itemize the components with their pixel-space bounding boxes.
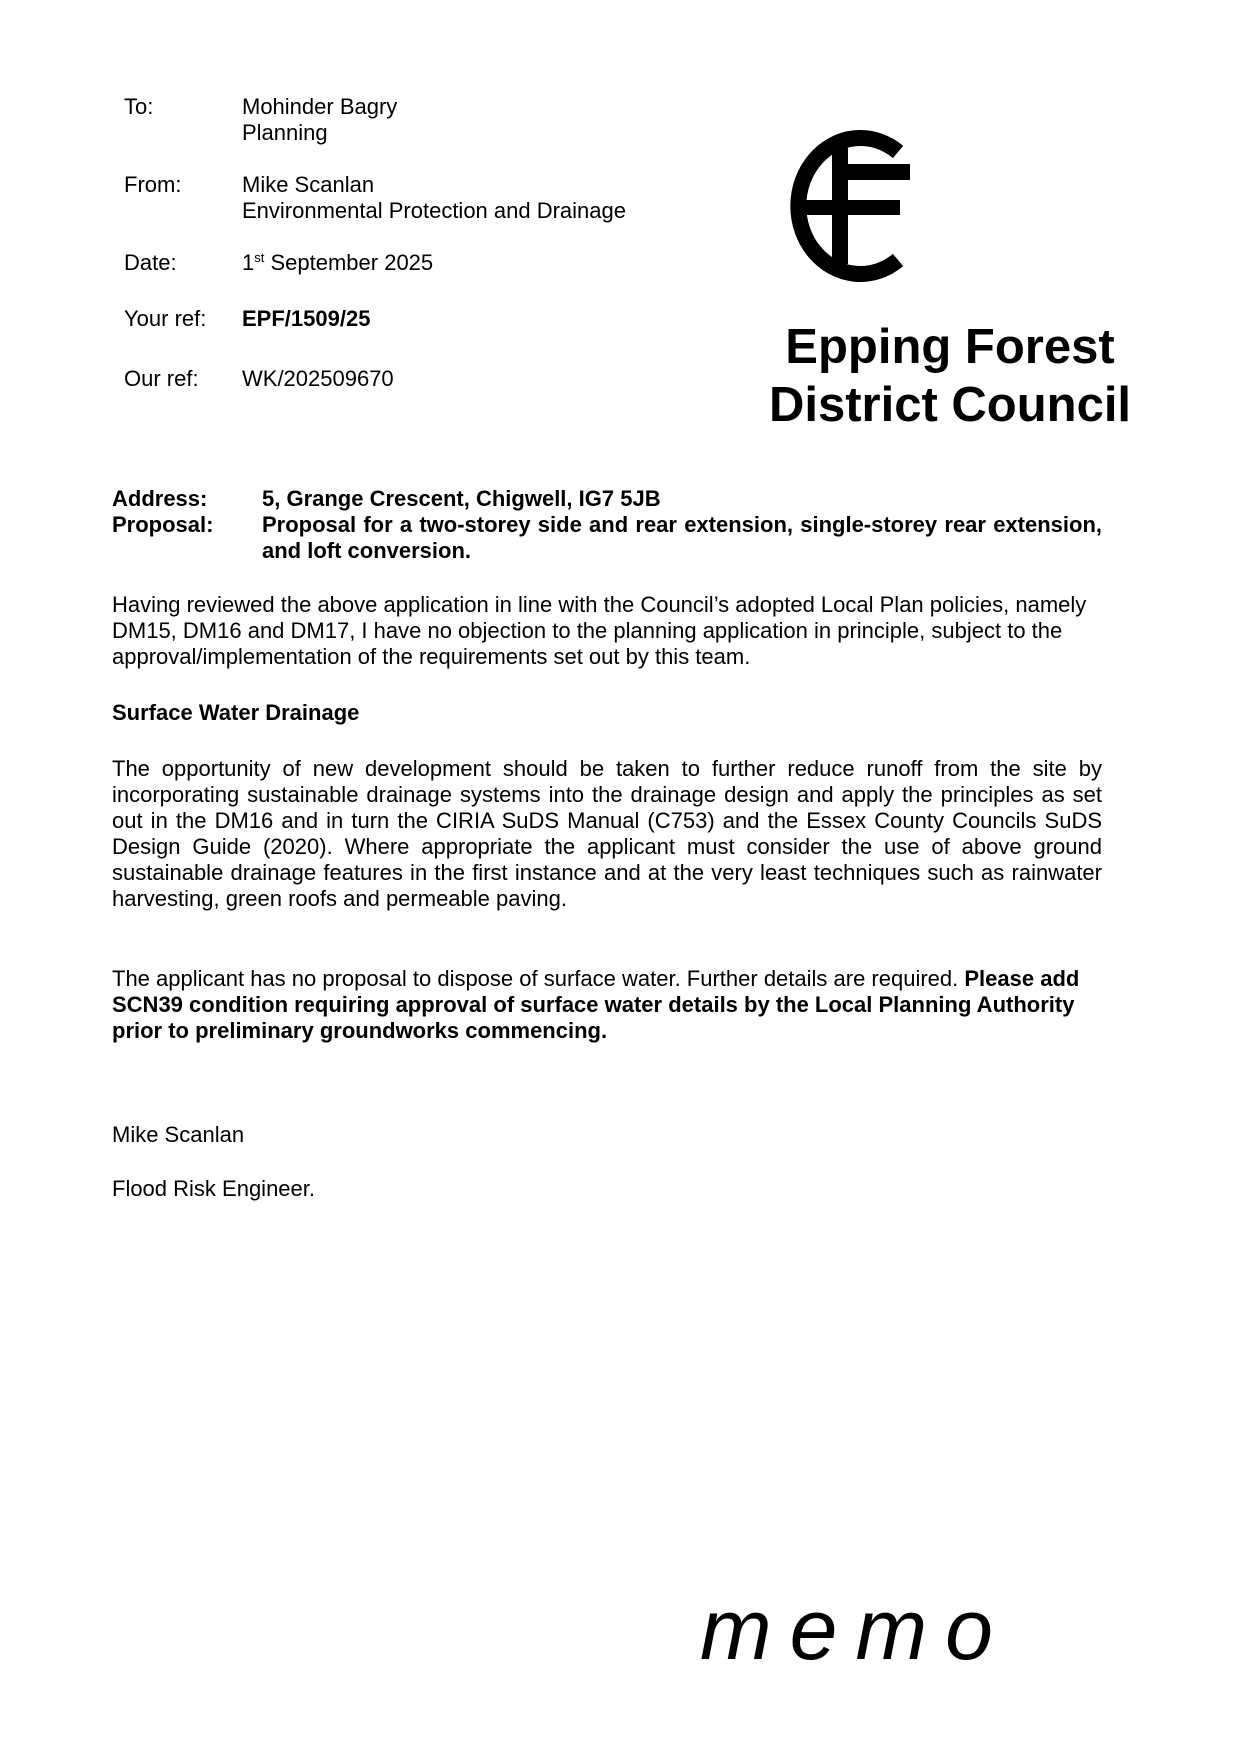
council-name-line2: District Council bbox=[768, 378, 1132, 432]
date-label: Date: bbox=[124, 250, 177, 275]
proposal-value: Proposal for a two-storey side and rear extension, single-storey rear extension, and loft conversion. bbox=[262, 512, 1102, 563]
from-value bbox=[242, 172, 626, 224]
from-label: From: bbox=[124, 172, 182, 197]
date-suffix: st bbox=[254, 250, 265, 265]
conclusion-bold: Please add SCN39 condition requiring approval of surface water details by the Local Planning Authority prior to preliminary groundworks commencing. bbox=[112, 966, 1080, 1043]
proposal-label: Proposal: bbox=[112, 512, 214, 537]
our-ref-value: WK/202509670 bbox=[242, 366, 394, 391]
to-value bbox=[242, 94, 397, 146]
conclusion-plain: The applicant has no proposal to dispose of surface water. Further details are required. bbox=[112, 966, 965, 991]
address-label: Address: bbox=[112, 486, 208, 511]
conclusion-paragraph bbox=[112, 966, 1102, 1044]
intro-paragraph: Having reviewed the above application in line with the Council’s adopted Local Plan policies, namely DM15, DM16 and DM17, I have no objection to the planning application in principle, subject to the approval/implementation of the requirements set out by this team. bbox=[112, 592, 1087, 669]
from-department: Environmental Protection and Drainage bbox=[242, 198, 627, 223]
to-name: Mohinder Bagry bbox=[242, 94, 398, 119]
date-rest: September 2025 bbox=[264, 250, 434, 275]
memo-footer: memo bbox=[700, 1582, 1011, 1678]
date-value bbox=[242, 250, 433, 276]
our-ref-label: Our ref: bbox=[124, 366, 199, 391]
date-day: 1 bbox=[242, 250, 255, 275]
address-value: 5, Grange Crescent, Chigwell, IG7 5JB bbox=[262, 486, 661, 511]
to-label: To: bbox=[124, 94, 154, 119]
efdc-logo-icon bbox=[786, 130, 910, 282]
from-name: Mike Scanlan bbox=[242, 172, 375, 197]
your-ref-label: Your ref: bbox=[124, 306, 207, 331]
your-ref-value: EPF/1509/25 bbox=[242, 306, 371, 331]
council-name-line1: Epping Forest bbox=[785, 320, 1115, 374]
council-name bbox=[740, 318, 1160, 434]
to-department: Planning bbox=[242, 120, 328, 145]
section-heading: Surface Water Drainage bbox=[112, 700, 360, 725]
drainage-paragraph: The opportunity of new development should be taken to further reduce runoff from the site by incorporating sustainable drainage systems into the drainage design and apply the principles as set out in the DM16 and in turn the CIRIA SuDS Manual (C753) and the Essex County Councils SuDS Design Guide (2020). Where appropriate the applicant must consider the use of above ground sustainable drainage features in the first instance and at the very least techniques such as rainwater harvesting, green roofs and permeable paving. bbox=[112, 756, 1102, 911]
signature-name: Mike Scanlan bbox=[112, 1122, 245, 1147]
signature-title: Flood Risk Engineer. bbox=[112, 1176, 315, 1201]
